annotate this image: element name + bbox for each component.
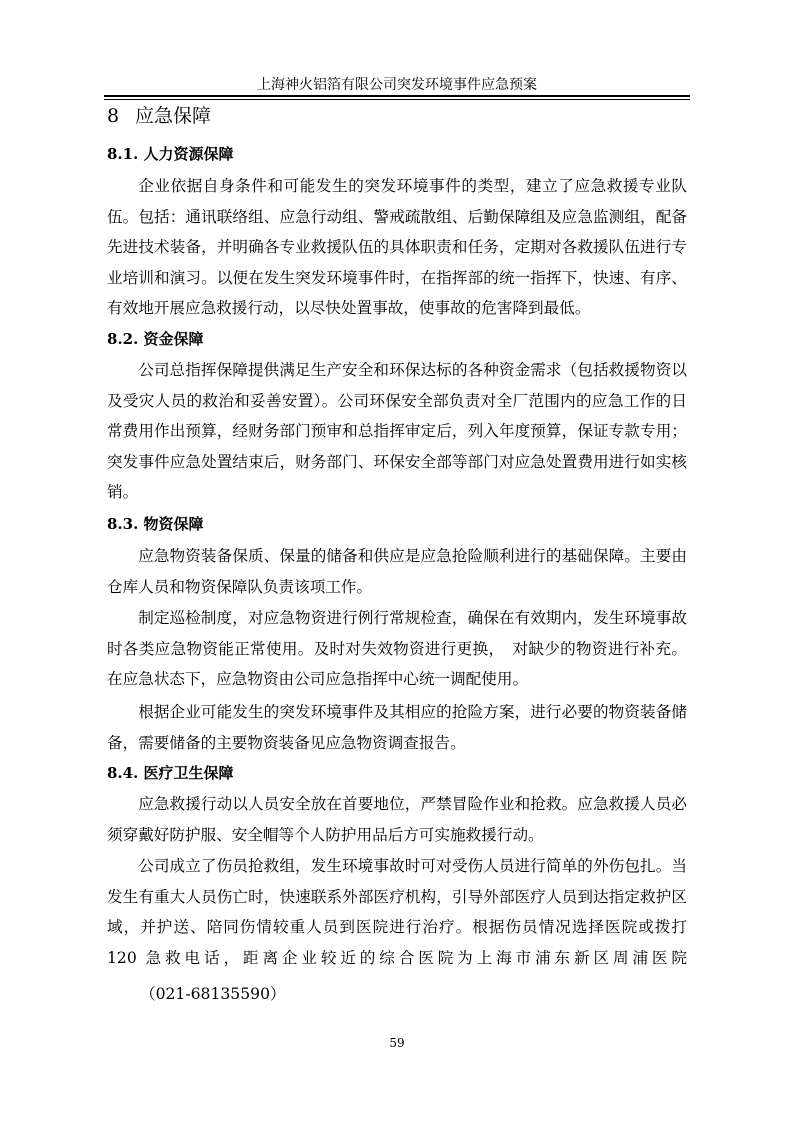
running-header: 上海神火铝箔有限公司突发环境事件应急预案 [257,77,537,93]
section-heading-8-4: 8.4. 医疗卫生保障 [107,764,234,782]
paragraph: 公司总指挥保障提供满足生产安全和环保达标的各种资金需求（包括救援物资以及受灾人员的救治和妥善安置）。公司环保安全部负责对全厂范围内的应急工作的日常费用作出预算，经财务部门预审和总指挥审定后，列入年度预算，保证专款专用；突发事件应急处置结束后，财务部门、环保安全部等部门对应急处置费用进行如实核销。 [107,361,687,502]
page-number: 59 [389,1036,405,1050]
section-heading-8-2: 8.2. 资金保障 [107,330,204,348]
section-heading-8-1: 8.1. 人力资源保障 [107,145,234,163]
header-rule-thick [104,95,690,97]
chapter-heading [107,103,211,129]
section-heading-8-3: 8.3. 物资保障 [107,515,204,533]
paragraph: 应急物资装备保质、保量的储备和供应是应急抢险顺利进行的基础保障。主要由仓库人员和物资保障队负责该项工作。 [107,547,687,596]
paragraph: 根据企业可能发生的突发环境事件及其相应的抢险方案，进行必要的物资装备储备，需要储备的主要物资装备见应急物资调查报告。 [107,703,687,752]
paragraph: 应急救援行动以人员安全放在首要地位，严禁冒险作业和抢救。应急救援人员必须穿戴好防护服、安全帽等个人防护用品后方可实施救援行动。 [107,795,687,844]
phone-number-line: （021-68135590） [140,985,286,1003]
chapter-number: 8 [107,105,120,127]
paragraph: 公司成立了伤员抢救组，发生环境事故时可对受伤人员进行简单的外伤包扎。当发生有重大人员伤亡时，快速联系外部医疗机构，引导外部医疗人员到达指定救护区域，并护送、陪同伤情较重人员到医院进行治疗。根据伤员情况选择医院或拨打 120 急救电话，距离企业较近的综合医院为上海市浦东新区周浦医院 [107,857,687,967]
paragraph: 制定巡检制度，对应急物资进行例行常规检查，确保在有效期内，发生环境事故时各类应急物资能正常使用。及时对失效物资进行更换， 对缺少的物资进行补充。在应急状态下，应急物资由公司应急指挥中心统一调配使用。 [107,609,687,689]
header-rule-thin [104,99,690,100]
chapter-title: 应急保障 [135,105,212,127]
paragraph: 企业依据自身条件和可能发生的突发环境事件的类型，建立了应急救援专业队伍。包括：通讯联络组、应急行动组、警戒疏散组、后勤保障组及应急监测组，配备先进技术装备，并明确各专业救援队伍的具体职责和任务，定期对各救援队伍进行专业培训和演习。以便在发生突发环境事件时，在指挥部的统一指挥下，快速、有序、有效地开展应急救援行动，以尽快处置事故，使事故的危害降到最低。 [107,177,687,318]
